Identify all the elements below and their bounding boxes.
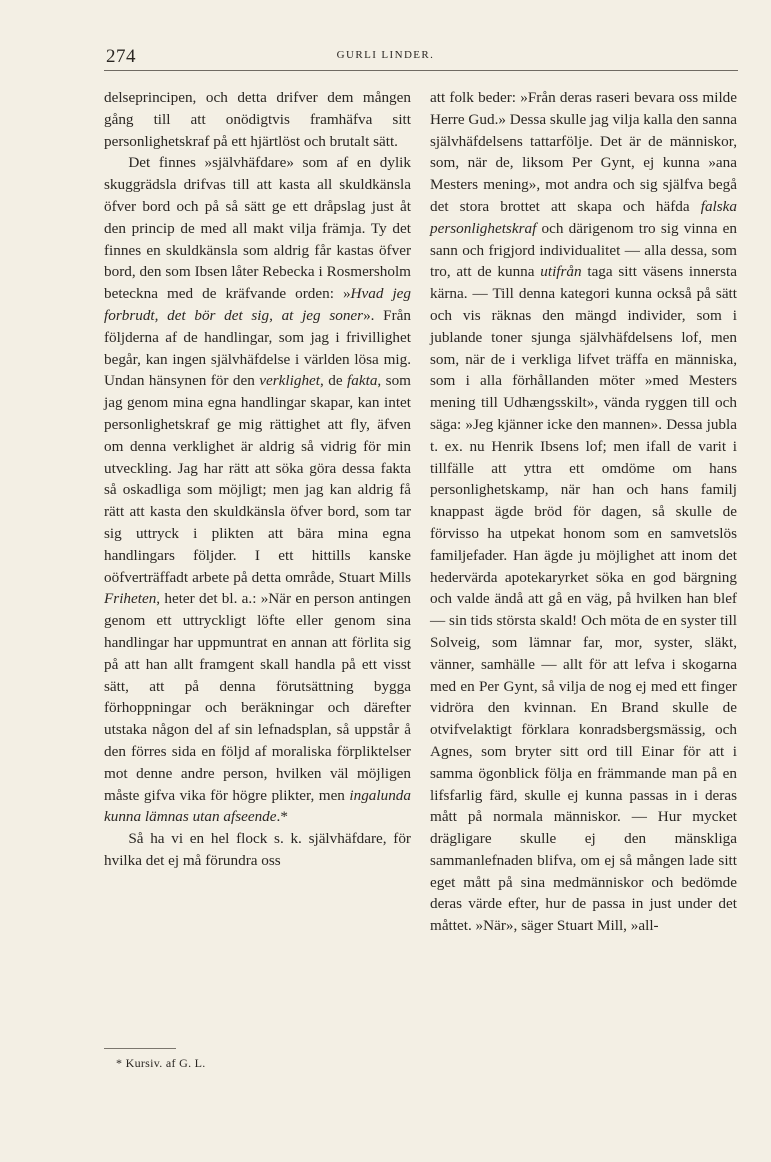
right-column (430, 87, 737, 937)
text-run: Det finnes »självhäfdare» som af en dylik skuggrädsla drifvas till att kasta all skuldkänsla öfver bord och på så sätt ge ett dråpslag just åt den princip de med all makt vilja främja. Ty det finnes en skuldkänsla som aldrig får kastas öfver bord, den som Ibsen låter Rebecka i Rosmersholm beteckna med de kräfvande orden: » (104, 154, 411, 303)
text-run: , de (320, 372, 348, 390)
text-run: att folk beder: »Från deras raseri bevara oss milde Herre Gud.» Dessa skulle jag vilja kalla den sanna självhäfdelsens tattarfölje. Det är de människor, som, när de, liksom Per Gynt, ej kunna »ana Mesters mening», mot andra och sig själfva begå det stora brottet att skapa och häfda (430, 89, 737, 215)
footnote-mark: .* (276, 808, 288, 826)
paragraph-2 (104, 152, 411, 828)
emphasis: fakta (347, 372, 378, 390)
book-title: Friheten (104, 590, 157, 608)
header-rule (104, 70, 738, 71)
left-column (104, 87, 411, 872)
footnote: * Kursiv. af G. L. (116, 1056, 206, 1070)
emphasis: falska personlighetskraf (430, 197, 737, 237)
paragraph-continued (430, 87, 737, 937)
emphasis: utifrån (540, 263, 582, 281)
footnote-rule (104, 1048, 176, 1049)
text-run: och därigenom tro sig vinna en sann och frigjord individualitet — alla dessa, som tro, att de kunna (430, 219, 737, 281)
emphasis: verklighet (259, 372, 321, 390)
text-run: ». Från följderna af de handlingar, som jag i frivillighet begår, kan ingen självhäfdelse i världen lösa mig. Undan hänsynen för den (104, 306, 411, 390)
running-title: GURLI LINDER. (336, 49, 435, 61)
text-run: , som jag genom mina egna handlingar skapar, kan intet personlighetskraf ge mig rättighet att fly, äfven om denna verklighet är aldrig så vidrig för min utveckling. Jag har rätt att söka göra dessa fakta så oskadliga som möjligt; men jag kan aldrig få rätt att kasta den skuldkänsla öfver bord, som tar sig uttryck i plikten att bära mina egna handlingars följder. I ett hittills kanske oöfverträffadt arbete på detta område, Stuart Mills (104, 372, 411, 586)
page-number: 274 (106, 46, 136, 67)
emphasis: ingalunda kunna lämnas utan afseende (104, 786, 411, 826)
paragraph-1: delseprincipen, och detta drifver dem mången gång till att onödigtvis framhäfva sitt personlighetskraf på ett hjärtlöst och brutalt sätt. (104, 89, 411, 150)
ibsen-quote: Hvad jeg forbrudt, det bör det sig, at jeg soner (104, 285, 411, 324)
text-run: taga sitt väsens innersta kärna. — Till denna kategori kunna också på sätt och vis räknas den mängd individer, som i jublande toner sjunga självhäfdelsens lof, men som, när de i verkliga lifvet träffa en människa, som i alla förhållanden möter »med Mesters mening till Udhængsskilt», vända ryggen till och säga: »Jeg kjänner icke den mannen». Dessa jubla t. ex. nu Henrik Ibsens lof; men ifall de varit i tillfälle att yttra ett omdöme om hans personlighetskamp, när han och hans familj knappast ägde bröd för dagen, så skulle de förvisso ha utpekat honom som en samvetslös familjefader. Han ägde ju möjlighet att inom det hedervärda apotekaryrket söka en god bärgning och valde ändå att gå en väg, på hvilken han blef — sin tids största skald! Och möta de en syster till Solveig, som lämnar far, mor, syster, släkt, vänner, samhälle — allt för att lefva i skogarna med en Per Gynt, så vilja de nog ej med ett finger vidröra den kvinnan. En Brand skulle de otvifvelaktigt förklara konradsbergsmässig, och Agnes, som bryter sitt ord till Einar för att i samma ögonblick följa en främmande man på en lifsfarlig färd, skulle ej kunna passas in i deras mått på normala människor. — Hur mycket drägligare skulle ej den mänskliga sammanlefnaden blifva, om ej så mången lade sitt eget mått på sina medmänniskor och bedömde deras värde efter, hur de passa in just under det måttet. »När», säger Stuart Mill, »all- (430, 263, 737, 935)
paragraph-3: Så ha vi en hel flock s. k. självhäfdare, för hvilka det ej må förundra oss (104, 830, 411, 869)
text-run: , heter det bl. a.: »När en person antingen genom ett uttryckligt löfte eller genom sina handlingar har uppmuntrat en annan att förlita sig på att han allt framgent skall handla på ett visst sätt, att på denna förutsättning bygga förhoppningar och beräkningar och därefter utstaka någon del af sin lefnadsplan, så uppstår å den förres sida en följd af moraliska förpliktelser mot denne andre person, hvilken väl möjligen måste gifva vika för högre plikter, men (104, 590, 411, 804)
